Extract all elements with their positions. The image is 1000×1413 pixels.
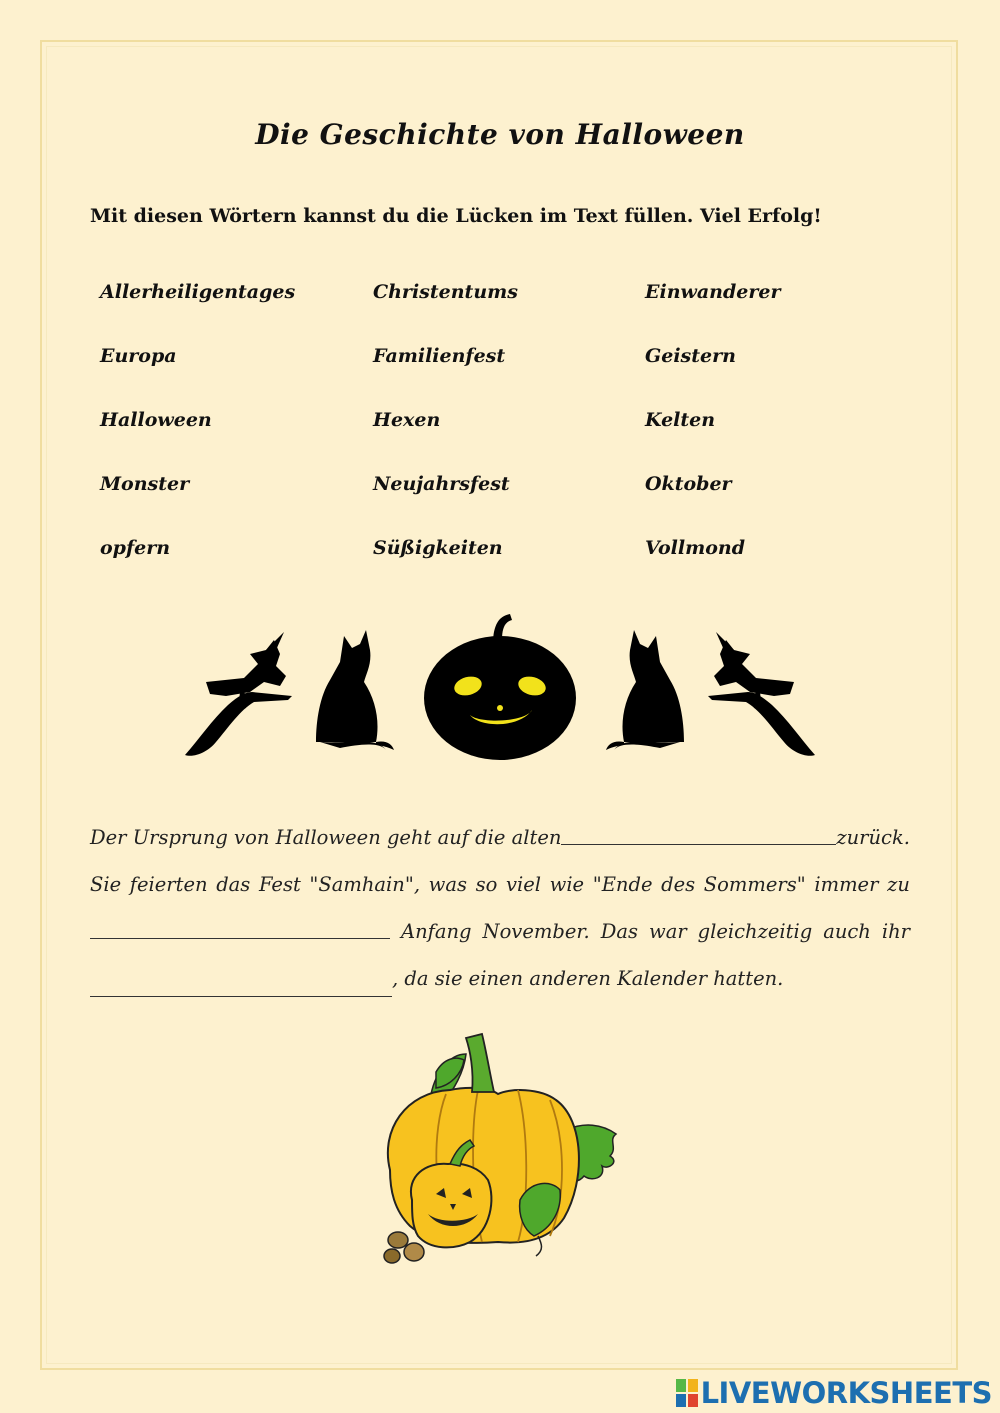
- text-line-3: [90, 914, 910, 961]
- word-bank-item[interactable]: Oktober: [645, 473, 732, 495]
- answer-blank-3[interactable]: [90, 972, 392, 997]
- text-word: gleichzeitig: [697, 920, 813, 943]
- text-word: "Ende: [592, 873, 653, 896]
- text-word: war: [649, 920, 687, 943]
- cat-icon: [606, 630, 684, 750]
- answer-blank-1[interactable]: [561, 820, 836, 845]
- text-word: Fest: [258, 873, 301, 896]
- text-line-1: [90, 820, 910, 867]
- text-word: Anfang: [400, 920, 472, 943]
- liveworksheets-logo-icon: [675, 1378, 699, 1408]
- word-bank-item[interactable]: Christentums: [373, 281, 518, 303]
- brand-name: LIVEWORKSHEETS: [700, 1376, 992, 1410]
- text-word: Sie: [90, 873, 122, 896]
- halloween-silhouettes: [180, 610, 820, 760]
- worksheet-title: Die Geschichte von Halloween: [255, 118, 745, 151]
- text-word: so: [475, 873, 498, 896]
- text-word: Das: [600, 920, 639, 943]
- text-word: viel: [505, 873, 541, 896]
- text-word: immer: [814, 873, 879, 896]
- liveworksheets-logo: [675, 1376, 992, 1410]
- word-bank-item[interactable]: Kelten: [645, 409, 716, 431]
- word-bank-item[interactable]: Halloween: [100, 409, 212, 431]
- cloze-text: [90, 820, 910, 1008]
- word-bank-item[interactable]: opfern: [100, 537, 171, 559]
- word-bank-item[interactable]: Familienfest: [373, 345, 506, 367]
- pumpkin-illustration: [370, 1030, 630, 1275]
- jack-o-lantern-icon: [424, 614, 576, 760]
- worksheet-instruction: Mit diesen Wörtern kannst du die Lücken im Text füllen. Viel Erfolg!: [90, 205, 822, 227]
- witch-icon: [708, 632, 815, 756]
- word-bank-item[interactable]: Süßigkeiten: [373, 537, 503, 559]
- witch-icon: [185, 632, 292, 756]
- text-word: November.: [482, 920, 590, 943]
- text-word: "Samhain",: [309, 873, 421, 896]
- text-segment: Der Ursprung von Halloween geht auf die alten: [90, 826, 562, 849]
- text-line-4: [90, 961, 910, 1008]
- answer-blank-2[interactable]: [90, 914, 390, 939]
- word-bank-item[interactable]: Neujahrsfest: [373, 473, 510, 495]
- text-word: ihr: [881, 920, 910, 943]
- text-line-2: [90, 867, 910, 914]
- word-bank-item[interactable]: Hexen: [373, 409, 441, 431]
- word-bank-item[interactable]: Allerheiligentages: [100, 281, 296, 303]
- text-word: was: [428, 873, 467, 896]
- text-segment: zurück.: [836, 826, 910, 849]
- text-segment: , da sie einen anderen Kalender hatten.: [392, 967, 784, 990]
- word-bank-item[interactable]: Einwanderer: [645, 281, 781, 303]
- word-bank: [100, 278, 920, 598]
- text-word: Sommers": [703, 873, 806, 896]
- text-word: das: [216, 873, 251, 896]
- text-word: des: [661, 873, 696, 896]
- text-word: zu: [887, 873, 910, 896]
- text-word: auch: [823, 920, 871, 943]
- text-word: wie: [549, 873, 585, 896]
- word-bank-item[interactable]: Monster: [100, 473, 190, 495]
- text-word: feierten: [129, 873, 208, 896]
- word-bank-item[interactable]: Europa: [100, 345, 177, 367]
- word-bank-item[interactable]: Vollmond: [645, 537, 745, 559]
- word-bank-item[interactable]: Geistern: [645, 345, 736, 367]
- cat-icon: [316, 630, 394, 750]
